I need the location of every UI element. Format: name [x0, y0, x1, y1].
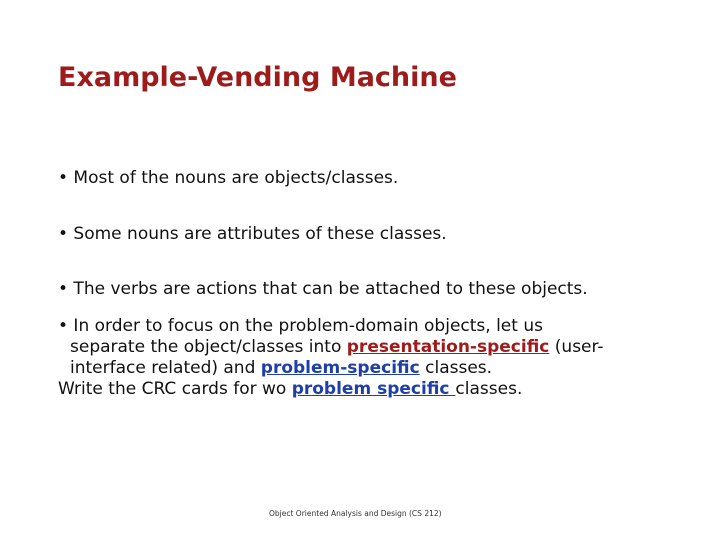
presentation-specific-link[interactable]: presentation-specific	[346, 337, 550, 357]
bullet-line-1: • In order to focus on the problem-domain objects, let us	[58, 316, 543, 336]
bullet-line-2	[58, 337, 604, 358]
text-segment: Write the CRC cards for wo	[58, 379, 292, 399]
bullet-problem-domain	[58, 316, 604, 400]
problem-specific-link-2[interactable]: problem specific	[291, 379, 456, 399]
text-segment: (user-	[549, 337, 604, 357]
text-segment: separate the object/classes into	[70, 337, 347, 357]
text-segment: classes.	[419, 358, 493, 378]
slide-footer: Object Oriented Analysis and Design (CS 212)	[269, 509, 442, 518]
bullet-verbs-actions: • The verbs are actions that can be attached to these objects.	[58, 279, 588, 299]
text-segment: interface related) and	[70, 358, 261, 378]
bullet-line-3	[58, 358, 604, 379]
bullet-nouns-objects: • Most of the nouns are objects/classes.	[58, 168, 399, 188]
problem-specific-link[interactable]: problem-specific	[260, 358, 420, 378]
slide-title: Example-Vending Machine	[58, 62, 457, 93]
bullet-line-4	[58, 379, 604, 400]
bullet-nouns-attributes: • Some nouns are attributes of these classes.	[58, 224, 447, 244]
text-segment: classes.	[455, 379, 523, 399]
